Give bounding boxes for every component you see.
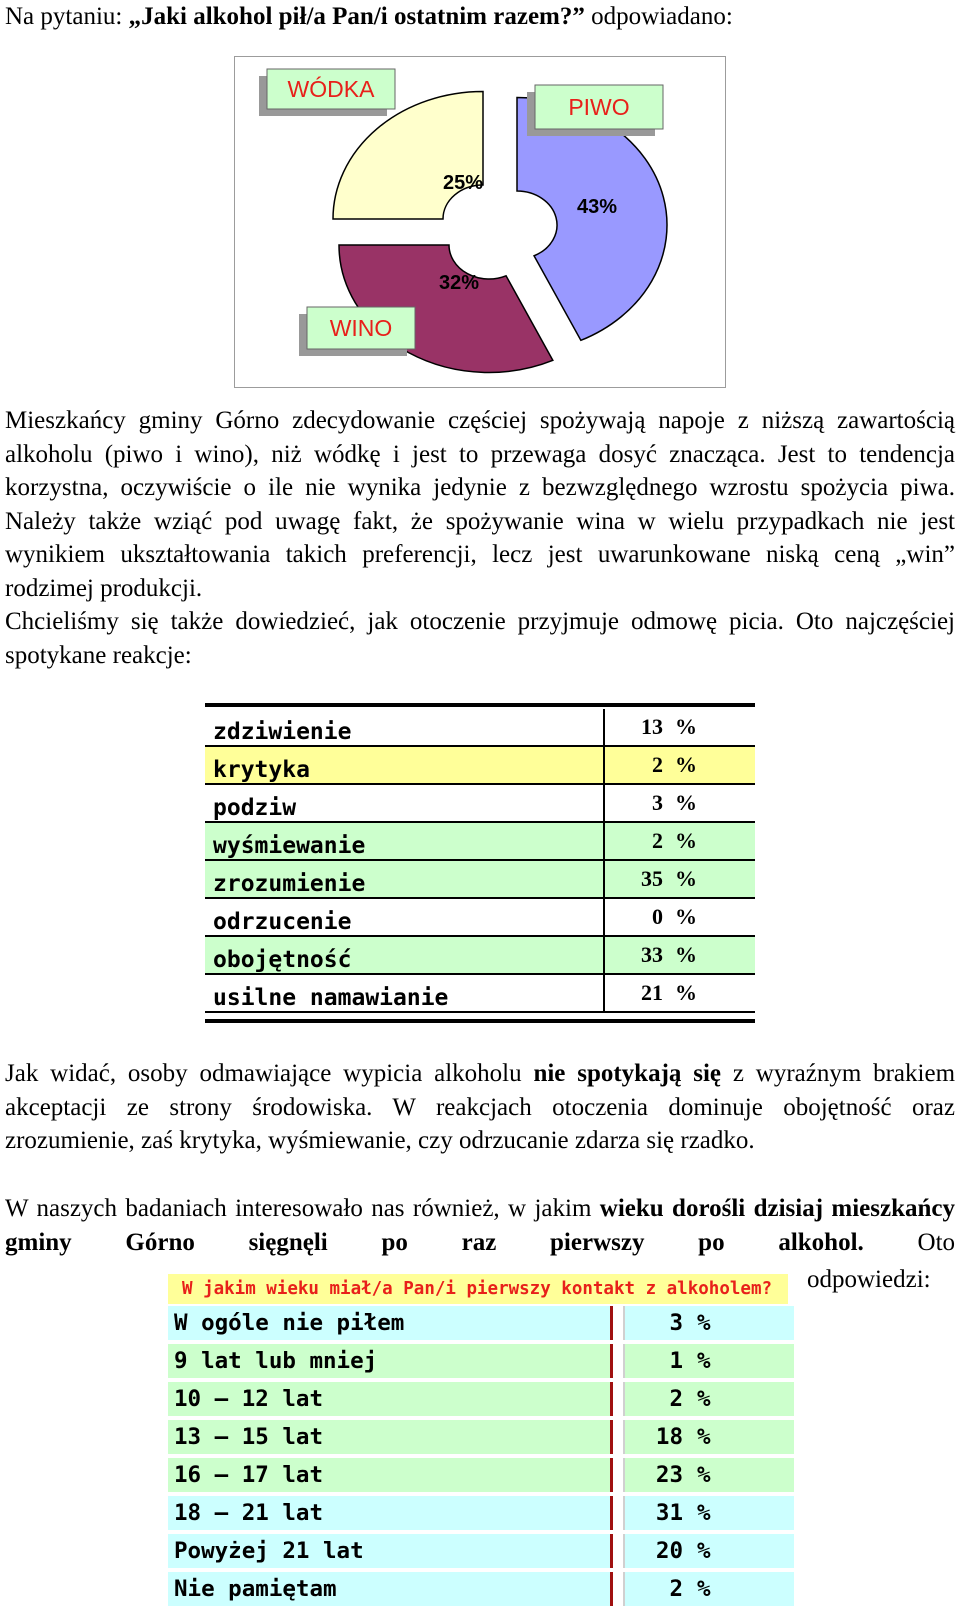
column-gap (612, 1418, 625, 1456)
reaction-unit: % (675, 752, 697, 777)
age-number: 1 (669, 1348, 683, 1374)
paragraph-preferences: Mieszkańcy gminy Górno zdecydowanie częściej spożywają napoje z niższą zawartością alkoholu (piwo i wino), niż wódkę i jest to przewaga dosyć znacząca. Jest to tendencja korzystna, oczywiście o ile nie wynika jedynie z bezwzględnego wzrostu spożycia piwa. Należy także wziąć pod uwagę fakt, że spożywanie wina w wielu przypadkach nie jest wynikiem ukształtowania takich preferencji, lecz jest uwarunkowane niską ceną „win” rodzimej produkcji. (5, 407, 955, 602)
reaction-number: 2 (652, 828, 663, 853)
column-gap (612, 1570, 625, 1608)
table-row (205, 898, 755, 936)
column-gap (612, 1380, 625, 1418)
reaction-number: 0 (652, 904, 663, 929)
reaction-label: wyśmiewanie (205, 822, 604, 860)
reaction-number: 3 (652, 790, 663, 815)
reaction-number: 35 (641, 866, 663, 891)
column-gap (612, 1532, 625, 1570)
reaction-unit: % (675, 980, 697, 1005)
slice-percent-label: 32% (438, 272, 480, 294)
heading-suffix: odpowiadano: (584, 3, 733, 30)
para3-bold: nie spotykają się (533, 1060, 722, 1087)
age-unit: % (697, 1424, 711, 1450)
age-number: 2 (669, 1386, 683, 1412)
reaction-label: krytyka (205, 746, 604, 784)
table-row (205, 709, 755, 746)
age-unit: % (697, 1462, 711, 1488)
age-label: Powyżej 21 lat (168, 1532, 612, 1570)
table-row (168, 1306, 794, 1342)
age-label: 16 – 17 lat (168, 1456, 612, 1494)
slice-percent-label: 25% (442, 172, 484, 194)
para4-answers-word: odpowiedzi: (807, 1266, 931, 1293)
category-label: WINO (329, 315, 393, 341)
table-row (168, 1570, 794, 1608)
reaction-unit: % (675, 866, 697, 891)
age-value (624, 1570, 794, 1608)
reaction-number: 21 (641, 980, 663, 1005)
reaction-unit: % (675, 714, 697, 739)
table-row (168, 1532, 794, 1570)
paragraph-reactions-intro: Chcieliśmy się także dowiedzieć, jak otoczenie przyjmuje odmowę picia. Oto najczęściej spotykane reakcje: (5, 608, 955, 669)
reaction-number: 13 (641, 714, 663, 739)
age-label: 10 – 12 lat (168, 1380, 612, 1418)
age-value (624, 1418, 794, 1456)
age-label: Nie pamiętam (168, 1570, 612, 1608)
age-value (624, 1380, 794, 1418)
slice-percent-label: 43% (576, 196, 618, 218)
reaction-label: odrzucenie (205, 898, 604, 936)
age-table-title: W jakim wieku miał/a Pan/i pierwszy kontakt z alkoholem? (168, 1274, 788, 1304)
reaction-number: 33 (641, 942, 663, 967)
category-label: PIWO (568, 94, 630, 120)
table-row (205, 822, 755, 860)
table-row (168, 1456, 794, 1494)
reaction-label: usilne namawianie (205, 974, 604, 1012)
reaction-label: zrozumienie (205, 860, 604, 898)
heading-question: „Jaki alkohol pił/a Pan/i ostatnim razem?” (128, 3, 585, 30)
age-value (624, 1306, 794, 1342)
column-gap (612, 1306, 625, 1342)
reaction-value (604, 936, 755, 974)
reaction-unit: % (675, 828, 697, 853)
para3-text-a: Jak widać, osoby odmawiające wypicia alkoholu (5, 1060, 534, 1087)
age-number: 18 (655, 1424, 683, 1450)
age-unit: % (697, 1576, 711, 1602)
age-label: W ogóle nie piłem (168, 1306, 612, 1342)
para4-text-a: W naszych badaniach interesowało nas również, w jakim (5, 1195, 600, 1222)
reaction-unit: % (675, 904, 697, 929)
column-gap (612, 1342, 625, 1380)
reaction-value (604, 709, 755, 746)
table-row (168, 1342, 794, 1380)
table1-top-border (205, 703, 755, 707)
reaction-value (604, 974, 755, 1012)
age-number: 31 (655, 1500, 683, 1526)
table-row (205, 974, 755, 1012)
heading-prefix: Na pytaniu: (5, 3, 129, 30)
table-row (168, 1418, 794, 1456)
reaction-value (604, 898, 755, 936)
age-number: 20 (655, 1538, 683, 1564)
reaction-label: zdziwienie (205, 709, 604, 746)
age-value (624, 1342, 794, 1380)
table1-bottom-border (205, 1019, 755, 1023)
table-row (168, 1380, 794, 1418)
reaction-value (604, 784, 755, 822)
para4-text-c: Oto (863, 1228, 956, 1256)
pie-chart-svg (235, 57, 725, 387)
reaction-value (604, 860, 755, 898)
age-number: 2 (669, 1576, 683, 1602)
column-gap (612, 1456, 625, 1494)
reaction-label: obojętność (205, 936, 604, 974)
reactions-table (205, 709, 755, 1013)
age-label: 18 – 21 lat (168, 1494, 612, 1532)
table-row (205, 936, 755, 974)
reaction-value (604, 822, 755, 860)
paragraph-acceptance (5, 1057, 955, 1158)
table-row (205, 784, 755, 822)
age-label: 13 – 15 lat (168, 1418, 612, 1456)
age-table (168, 1306, 794, 1610)
reaction-label: podziw (205, 784, 604, 822)
pie-chart (234, 56, 726, 388)
table-row (205, 860, 755, 898)
table-row (168, 1494, 794, 1532)
reaction-unit: % (675, 942, 697, 967)
age-value (624, 1456, 794, 1494)
age-unit: % (697, 1538, 711, 1564)
paragraph-first-contact (5, 1192, 955, 1259)
question-heading (5, 0, 955, 34)
category-label: WÓDKA (287, 76, 375, 102)
age-unit: % (697, 1386, 711, 1412)
age-value (624, 1494, 794, 1532)
reaction-number: 2 (652, 752, 663, 777)
age-number: 23 (655, 1462, 683, 1488)
age-unit: % (697, 1310, 711, 1336)
age-number: 3 (669, 1310, 683, 1336)
column-gap (612, 1494, 625, 1532)
para3-text-c: z wyraźnym brakiem akceptacji ze strony środowiska. W reakcjach otoczenia dominuje obojętność oraz zrozumienie, zaś krytyka, wyśmiewanie, czy odrzucanie zdarza się rzadko. (5, 1060, 956, 1154)
age-label: 9 lat lub mniej (168, 1342, 612, 1380)
para4-bold: wieku dorośli dzisiaj mieszkańcy gminy Górno sięgnęli po raz pierwszy po alkohol. (5, 1195, 955, 1256)
reaction-unit: % (675, 790, 697, 815)
reaction-value (604, 746, 755, 784)
age-unit: % (697, 1500, 711, 1526)
age-value (624, 1532, 794, 1570)
age-unit: % (697, 1348, 711, 1374)
table-row (205, 746, 755, 784)
